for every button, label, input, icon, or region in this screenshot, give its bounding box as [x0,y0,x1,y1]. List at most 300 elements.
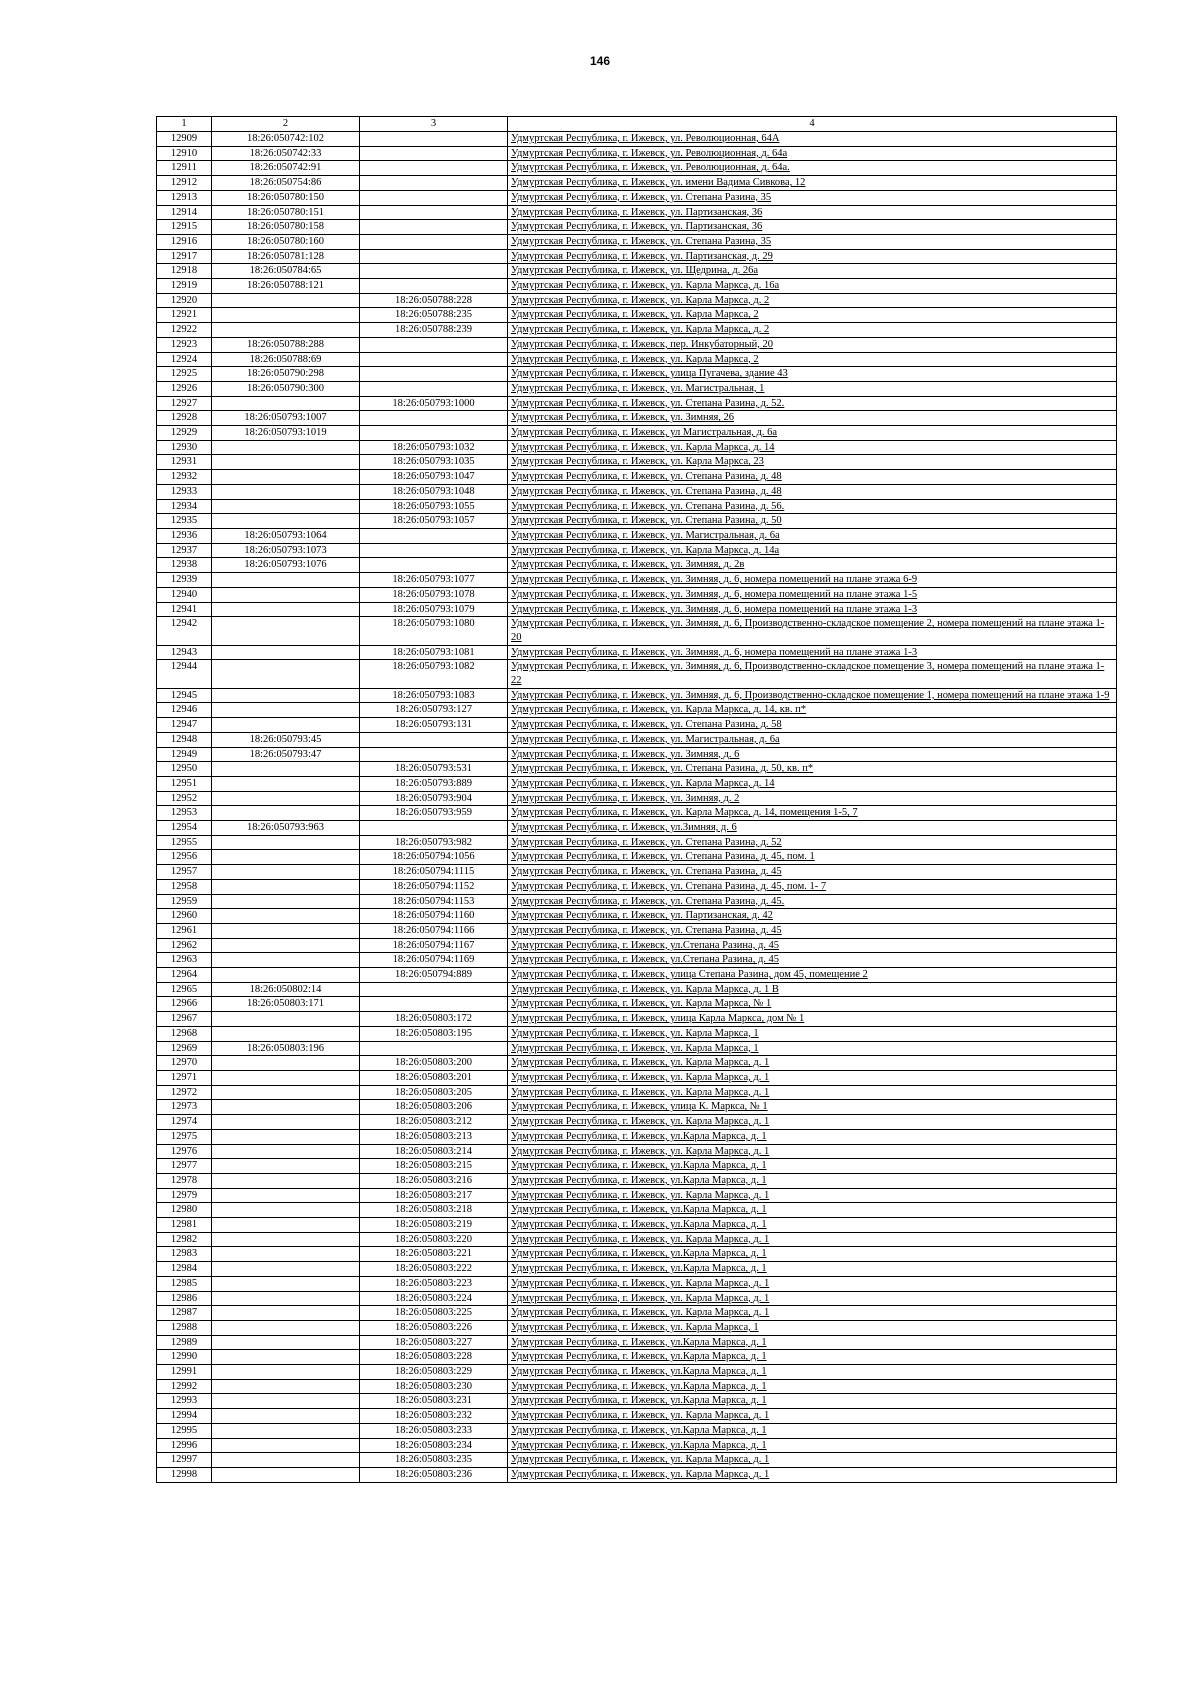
row-number-cell: 12953 [157,806,212,821]
row-number-cell: 12925 [157,367,212,382]
cadastral-number-cell [212,968,360,983]
table-row [157,645,1117,660]
table-row [157,558,1117,573]
row-number-cell: 12944 [157,660,212,688]
address-cell: Удмуртская Республика, г. Ижевск, ул. Карла Маркса, д. 2 [508,293,1117,308]
row-number-cell: 12963 [157,953,212,968]
table-row [157,264,1117,279]
table-row [157,455,1117,470]
row-number-cell: 12968 [157,1026,212,1041]
cadastral-number-alt-cell: 18:26:050803:228 [360,1350,508,1365]
table-row [157,484,1117,499]
cadastral-number-alt-cell [360,161,508,176]
cadastral-number-cell: 18:26:050788:288 [212,337,360,352]
cadastral-number-alt-cell: 18:26:050793:127 [360,703,508,718]
address-cell: Удмуртская Республика, г. Ижевск, ул. Степана Разина, 35 [508,234,1117,249]
cadastral-number-alt-cell: 18:26:050793:1079 [360,602,508,617]
row-number-cell: 12919 [157,279,212,294]
row-number-cell: 12973 [157,1100,212,1115]
row-number-cell: 12930 [157,440,212,455]
cadastral-number-alt-cell: 18:26:050794:1169 [360,953,508,968]
table-row [157,732,1117,747]
table-row [157,660,1117,688]
cadastral-number-alt-cell [360,411,508,426]
cadastral-number-alt-cell [360,997,508,1012]
address-cell: Удмуртская Республика, г. Ижевск, ул. Карла Маркса, 2 [508,352,1117,367]
cadastral-number-cell [212,323,360,338]
cadastral-number-alt-cell: 18:26:050803:201 [360,1071,508,1086]
cadastral-number-cell [212,293,360,308]
row-number-cell: 12920 [157,293,212,308]
cadastral-number-alt-cell: 18:26:050794:1167 [360,938,508,953]
row-number-cell: 12993 [157,1394,212,1409]
address-cell: Удмуртская Республика, г. Ижевск, ул.Карла Маркса, д. 1 [508,1365,1117,1380]
cadastral-number-alt-cell [360,234,508,249]
cadastral-number-cell: 18:26:050790:298 [212,367,360,382]
cadastral-number-cell [212,1335,360,1350]
cadastral-number-alt-cell: 18:26:050803:212 [360,1115,508,1130]
cadastral-number-alt-cell: 18:26:050803:230 [360,1379,508,1394]
address-cell: Удмуртская Республика, г. Ижевск, ул.Карла Маркса, д. 1 [508,1247,1117,1262]
table-row [157,426,1117,441]
table-row [157,1144,1117,1159]
address-cell: Удмуртская Республика, г. Ижевск, ул.Карла Маркса, д. 1 [508,1159,1117,1174]
row-number-cell: 12909 [157,132,212,147]
cadastral-number-cell [212,1262,360,1277]
cadastral-number-cell: 18:26:050793:1064 [212,528,360,543]
cadastral-number-alt-cell: 18:26:050803:214 [360,1144,508,1159]
address-cell: Удмуртская Республика, г. Ижевск, улица Степана Разина, дом 45, помещение 2 [508,968,1117,983]
address-cell: Удмуртская Республика, г. Ижевск, ул. Революционная, 64А [508,132,1117,147]
cadastral-number-alt-cell [360,528,508,543]
table-row [157,747,1117,762]
cadastral-number-alt-cell: 18:26:050803:235 [360,1453,508,1468]
table-row [157,1232,1117,1247]
row-number-cell: 12982 [157,1232,212,1247]
cadastral-number-alt-cell [360,205,508,220]
row-number-cell: 12995 [157,1423,212,1438]
address-cell: Удмуртская Республика, г. Ижевск, ул.Карла Маркса, д. 1 [508,1394,1117,1409]
row-number-cell: 12976 [157,1144,212,1159]
row-number-cell: 12965 [157,982,212,997]
address-cell: Удмуртская Республика, г. Ижевск, ул. Зимняя, д. 2в [508,558,1117,573]
cadastral-number-cell [212,1438,360,1453]
cadastral-number-alt-cell: 18:26:050793:1000 [360,396,508,411]
address-cell: Удмуртская Республика, г. Ижевск, ул. Зимняя, 26 [508,411,1117,426]
cadastral-number-alt-cell: 18:26:050803:172 [360,1012,508,1027]
row-number-cell: 12939 [157,573,212,588]
address-cell: Удмуртская Республика, г. Ижевск, ул.Карла Маркса, д. 1 [508,1438,1117,1453]
table-row [157,1350,1117,1365]
cadastral-number-cell: 18:26:050793:1007 [212,411,360,426]
cadastral-number-alt-cell: 18:26:050794:1166 [360,923,508,938]
table-row [157,1394,1117,1409]
row-number-cell: 12924 [157,352,212,367]
cadastral-number-alt-cell [360,337,508,352]
cadastral-number-cell: 18:26:050742:33 [212,146,360,161]
row-number-cell: 12990 [157,1350,212,1365]
cadastral-number-cell [212,703,360,718]
address-cell: Удмуртская Республика, г. Ижевск, ул. Карла Маркса, д. 14 [508,776,1117,791]
table-row [157,1100,1117,1115]
row-number-cell: 12913 [157,190,212,205]
address-cell: Удмуртская Республика, г. Ижевск, ул. Степана Разина, д. 52. [508,396,1117,411]
address-cell: Удмуртская Республика, г. Ижевск, ул. Партизанская, д. 42 [508,909,1117,924]
cadastral-number-alt-cell [360,249,508,264]
cadastral-number-alt-cell: 18:26:050803:219 [360,1218,508,1233]
address-cell: Удмуртская Республика, г. Ижевск, ул. Карла Маркса, д. 2 [508,323,1117,338]
row-number-cell: 12947 [157,718,212,733]
address-cell: Удмуртская Республика, г. Ижевск, ул.Карла Маркса, д. 1 [508,1173,1117,1188]
cadastral-number-alt-cell: 18:26:050803:225 [360,1306,508,1321]
cadastral-number-alt-cell: 18:26:050793:131 [360,718,508,733]
row-number-cell: 12971 [157,1071,212,1086]
address-cell: Удмуртская Республика, г. Ижевск, ул. Карла Маркса, д. 1 [508,1144,1117,1159]
table-row [157,617,1117,645]
address-cell: Удмуртская Республика, г. Ижевск, ул. Карла Маркса, д. 1 [508,1453,1117,1468]
table-row [157,602,1117,617]
table-row [157,762,1117,777]
address-cell: Удмуртская Республика, г. Ижевск, ул. Магистральная, д. 6а [508,732,1117,747]
cadastral-number-cell [212,1129,360,1144]
cadastral-number-cell [212,1306,360,1321]
row-number-cell: 12948 [157,732,212,747]
address-cell: Удмуртская Республика, г. Ижевск, ул. Степана Разина, д. 50, кв. п* [508,762,1117,777]
cadastral-number-cell [212,806,360,821]
row-number-cell: 12941 [157,602,212,617]
table-row [157,923,1117,938]
row-number-cell: 12970 [157,1056,212,1071]
cadastral-number-alt-cell: 18:26:050803:218 [360,1203,508,1218]
address-cell: Удмуртская Республика, г. Ижевск, ул. Степана Разина, д. 45 [508,923,1117,938]
cadastral-number-cell [212,938,360,953]
address-cell: Удмуртская Республика, г. Ижевск, ул. Зимняя, д. 2 [508,791,1117,806]
cadastral-number-alt-cell: 18:26:050803:216 [360,1173,508,1188]
cadastral-number-alt-cell [360,132,508,147]
table-row [157,146,1117,161]
row-number-cell: 12964 [157,968,212,983]
address-cell: Удмуртская Республика, г. Ижевск, ул. Степана Разина, 35 [508,190,1117,205]
column-header-2: 2 [212,117,360,132]
table-row [157,718,1117,733]
row-number-cell: 12938 [157,558,212,573]
address-cell: Удмуртская Республика, г. Ижевск, ул.Карла Маркса, д. 1 [508,1129,1117,1144]
cadastral-number-alt-cell [360,279,508,294]
address-cell: Удмуртская Республика, г. Ижевск, ул.Карла Маркса, д. 1 [508,1203,1117,1218]
row-number-cell: 12977 [157,1159,212,1174]
address-cell: Удмуртская Республика, г. Ижевск, ул. Партизанская, д. 29 [508,249,1117,264]
address-cell: Удмуртская Республика, г. Ижевск, пер. Инкубаторный, 20 [508,337,1117,352]
table-row [157,1276,1117,1291]
cadastral-number-alt-cell: 18:26:050803:236 [360,1467,508,1482]
address-cell: Удмуртская Республика, г. Ижевск, ул. Степана Разина, д. 52 [508,835,1117,850]
address-cell: Удмуртская Республика, г. Ижевск, ул. Степана Разина, д. 45 [508,865,1117,880]
table-header [157,117,1117,132]
cadastral-number-cell [212,1350,360,1365]
table-row [157,703,1117,718]
row-number-cell: 12923 [157,337,212,352]
table-row [157,1365,1117,1380]
row-number-cell: 12945 [157,688,212,703]
cadastral-number-cell [212,1203,360,1218]
cadastral-number-cell: 18:26:050790:300 [212,381,360,396]
cadastral-number-cell [212,718,360,733]
row-number-cell: 12972 [157,1085,212,1100]
cadastral-number-cell [212,1056,360,1071]
cadastral-number-cell [212,1115,360,1130]
cadastral-number-cell [212,865,360,880]
cadastral-number-cell [212,514,360,529]
table-row [157,1409,1117,1424]
cadastral-number-cell [212,879,360,894]
cadastral-number-cell: 18:26:050742:91 [212,161,360,176]
address-cell: Удмуртская Республика, г. Ижевск, ул. Карла Маркса, д. 16а [508,279,1117,294]
cadastral-number-alt-cell: 18:26:050803:205 [360,1085,508,1100]
cadastral-number-alt-cell [360,146,508,161]
cadastral-number-alt-cell: 18:26:050793:1048 [360,484,508,499]
cadastral-number-alt-cell: 18:26:050794:889 [360,968,508,983]
cadastral-number-cell: 18:26:050803:171 [212,997,360,1012]
table-row [157,381,1117,396]
address-cell: Удмуртская Республика, г. Ижевск, ул. имени Вадима Сивкова, 12 [508,176,1117,191]
cadastral-number-alt-cell [360,264,508,279]
table-row [157,205,1117,220]
row-number-cell: 12943 [157,645,212,660]
address-cell: Удмуртская Республика, г. Ижевск, ул. Карла Маркса, 23 [508,455,1117,470]
table-row [157,938,1117,953]
address-cell: Удмуртская Республика, г. Ижевск, ул. Зимняя, д. 6, Производственно-складское помещение 1, номера помещений на плане этажа 1-9 [508,688,1117,703]
cadastral-number-cell [212,1276,360,1291]
cadastral-number-alt-cell: 18:26:050793:1080 [360,617,508,645]
row-number-cell: 12934 [157,499,212,514]
cadastral-number-alt-cell: 18:26:050793:1055 [360,499,508,514]
address-cell: Удмуртская Республика, г. Ижевск, ул. Зимняя, д. 6, номера помещений на плане этажа 1-3 [508,602,1117,617]
table-row [157,587,1117,602]
address-cell: Удмуртская Республика, г. Ижевск, ул.Карла Маркса, д. 1 [508,1379,1117,1394]
cadastral-number-alt-cell [360,176,508,191]
table-row [157,1218,1117,1233]
table-row [157,1026,1117,1041]
header-row [157,117,1117,132]
address-cell: Удмуртская Республика, г. Ижевск, ул. Зимняя, д. 6, номера помещений на плане этажа 1-5 [508,587,1117,602]
cadastral-number-cell [212,1394,360,1409]
cadastral-number-cell: 18:26:050788:121 [212,279,360,294]
cadastral-number-alt-cell: 18:26:050803:233 [360,1423,508,1438]
address-cell: Удмуртская Республика, г. Ижевск, ул Магистральная, д. 6а [508,426,1117,441]
table-row [157,953,1117,968]
cadastral-number-alt-cell: 18:26:050793:1081 [360,645,508,660]
row-number-cell: 12928 [157,411,212,426]
column-header-1: 1 [157,117,212,132]
table-row [157,1188,1117,1203]
cadastral-number-cell [212,1247,360,1262]
cadastral-number-alt-cell [360,732,508,747]
address-cell: Удмуртская Республика, г. Ижевск, ул. Степана Разина, д. 58 [508,718,1117,733]
address-cell: Удмуртская Республика, г. Ижевск, ул.Карла Маркса, д. 1 [508,1423,1117,1438]
register-table [156,116,1117,1483]
row-number-cell: 12983 [157,1247,212,1262]
cadastral-number-alt-cell: 18:26:050794:1115 [360,865,508,880]
address-cell: Удмуртская Республика, г. Ижевск, ул. Карла Маркса, д. 14, кв. п* [508,703,1117,718]
table-row [157,1320,1117,1335]
row-number-cell: 12929 [157,426,212,441]
table-row [157,573,1117,588]
cadastral-number-cell [212,1144,360,1159]
page-number: 146 [589,54,611,68]
table-row [157,821,1117,836]
cadastral-number-alt-cell: 18:26:050793:1047 [360,470,508,485]
row-number-cell: 12992 [157,1379,212,1394]
table-row [157,1467,1117,1482]
address-cell: Удмуртская Республика, г. Ижевск, ул. Карла Маркса, д. 1 [508,1056,1117,1071]
cadastral-number-alt-cell: 18:26:050794:1160 [360,909,508,924]
cadastral-number-cell: 18:26:050780:158 [212,220,360,235]
cadastral-number-cell [212,499,360,514]
row-number-cell: 12910 [157,146,212,161]
row-number-cell: 12951 [157,776,212,791]
table-row [157,1438,1117,1453]
address-cell: Удмуртская Республика, г. Ижевск, ул. Карла Маркса, 1 [508,1026,1117,1041]
table-row [157,865,1117,880]
table-row [157,806,1117,821]
cadastral-number-alt-cell: 18:26:050794:1152 [360,879,508,894]
cadastral-number-alt-cell: 18:26:050803:224 [360,1291,508,1306]
cadastral-number-cell [212,1320,360,1335]
address-cell: Удмуртская Республика, г. Ижевск, ул. Карла Маркса, д. 1 В [508,982,1117,997]
cadastral-number-cell: 18:26:050742:102 [212,132,360,147]
address-cell: Удмуртская Республика, г. Ижевск, ул. Степана Разина, д. 56. [508,499,1117,514]
row-number-cell: 12912 [157,176,212,191]
cadastral-number-alt-cell [360,220,508,235]
row-number-cell: 12933 [157,484,212,499]
cadastral-number-cell [212,470,360,485]
cadastral-number-cell [212,1232,360,1247]
address-cell: Удмуртская Республика, г. Ижевск, ул. Карла Маркса, д. 14, помещения 1-5, 7 [508,806,1117,821]
row-number-cell: 12987 [157,1306,212,1321]
cadastral-number-cell: 18:26:050784:65 [212,264,360,279]
cadastral-number-cell [212,762,360,777]
row-number-cell: 12961 [157,923,212,938]
row-number-cell: 12935 [157,514,212,529]
table-row [157,279,1117,294]
table-row [157,249,1117,264]
address-cell: Удмуртская Республика, г. Ижевск, ул. Зимняя, д. 6, номера помещений на плане этажа 6-9 [508,573,1117,588]
cadastral-number-alt-cell: 18:26:050793:1035 [360,455,508,470]
table-row [157,499,1117,514]
table-row [157,411,1117,426]
row-number-cell: 12949 [157,747,212,762]
cadastral-number-cell [212,1291,360,1306]
row-number-cell: 12969 [157,1041,212,1056]
row-number-cell: 12922 [157,323,212,338]
table-row [157,528,1117,543]
cadastral-number-cell [212,688,360,703]
cadastral-number-alt-cell: 18:26:050793:959 [360,806,508,821]
cadastral-number-cell: 18:26:050788:69 [212,352,360,367]
cadastral-number-cell [212,1365,360,1380]
row-number-cell: 12940 [157,587,212,602]
table-row [157,1173,1117,1188]
cadastral-number-cell [212,660,360,688]
cadastral-number-cell [212,573,360,588]
row-number-cell: 12914 [157,205,212,220]
row-number-cell: 12956 [157,850,212,865]
cadastral-number-alt-cell: 18:26:050803:226 [360,1320,508,1335]
row-number-cell: 12997 [157,1453,212,1468]
cadastral-number-alt-cell [360,982,508,997]
cadastral-number-cell [212,835,360,850]
row-number-cell: 12985 [157,1276,212,1291]
address-cell: Удмуртская Республика, г. Ижевск, ул. Щедрина, д. 26а [508,264,1117,279]
cadastral-number-cell [212,587,360,602]
table-row [157,352,1117,367]
row-number-cell: 12996 [157,1438,212,1453]
row-number-cell: 12937 [157,543,212,558]
cadastral-number-alt-cell: 18:26:050788:239 [360,323,508,338]
address-cell: Удмуртская Республика, г. Ижевск, ул. Карла Маркса, 2 [508,308,1117,323]
row-number-cell: 12980 [157,1203,212,1218]
cadastral-number-cell: 18:26:050802:14 [212,982,360,997]
cadastral-number-alt-cell [360,352,508,367]
address-cell: Удмуртская Республика, г. Ижевск, ул. Степана Разина, д. 48 [508,470,1117,485]
row-number-cell: 12974 [157,1115,212,1130]
address-cell: Удмуртская Республика, г. Ижевск, ул. Революционная, д. 64а. [508,161,1117,176]
address-cell: Удмуртская Республика, г. Ижевск, ул. Карла Маркса, д. 1 [508,1071,1117,1086]
table-row [157,1056,1117,1071]
address-cell: Удмуртская Республика, г. Ижевск, ул. Магистральная, д. 6а [508,528,1117,543]
address-cell: Удмуртская Республика, г. Ижевск, ул. Карла Маркса, д. 1 [508,1115,1117,1130]
row-number-cell: 12946 [157,703,212,718]
table-row [157,776,1117,791]
table-row [157,1247,1117,1262]
row-number-cell: 12967 [157,1012,212,1027]
table-row [157,323,1117,338]
table-row [157,968,1117,983]
row-number-cell: 12998 [157,1467,212,1482]
row-number-cell: 12917 [157,249,212,264]
address-cell: Удмуртская Республика, г. Ижевск, ул. Зимняя, д. 6, Производственно-складское помещение 2, номера помещений на плане этажа 1-20 [508,617,1117,645]
table-row [157,1291,1117,1306]
table-row [157,220,1117,235]
cadastral-number-cell [212,1423,360,1438]
address-cell: Удмуртская Республика, г. Ижевск, ул. Карла Маркса, д. 1 [508,1085,1117,1100]
address-cell: Удмуртская Республика, г. Ижевск, ул.Карла Маркса, д. 1 [508,1218,1117,1233]
cadastral-number-alt-cell: 18:26:050803:222 [360,1262,508,1277]
row-number-cell: 12991 [157,1365,212,1380]
row-number-cell: 12986 [157,1291,212,1306]
row-number-cell: 12981 [157,1218,212,1233]
cadastral-number-cell [212,923,360,938]
cadastral-number-alt-cell: 18:26:050793:904 [360,791,508,806]
row-number-cell: 12962 [157,938,212,953]
cadastral-number-cell [212,617,360,645]
cadastral-number-alt-cell: 18:26:050803:206 [360,1100,508,1115]
address-cell: Удмуртская Республика, г. Ижевск, ул. Степана Разина, д. 45, пом. 1- 7 [508,879,1117,894]
table-row [157,190,1117,205]
address-cell: Удмуртская Республика, г. Ижевск, ул.Зимняя, д. 6 [508,821,1117,836]
cadastral-number-cell: 18:26:050803:196 [212,1041,360,1056]
cadastral-number-cell [212,484,360,499]
table-row [157,1085,1117,1100]
table-row [157,909,1117,924]
cadastral-number-alt-cell [360,367,508,382]
cadastral-number-alt-cell: 18:26:050803:229 [360,1365,508,1380]
cadastral-number-alt-cell: 18:26:050803:232 [360,1409,508,1424]
cadastral-number-alt-cell: 18:26:050793:1083 [360,688,508,703]
cadastral-number-cell [212,1218,360,1233]
address-cell: Удмуртская Республика, г. Ижевск, ул. Степана Разина, д. 50 [508,514,1117,529]
row-number-cell: 12926 [157,381,212,396]
